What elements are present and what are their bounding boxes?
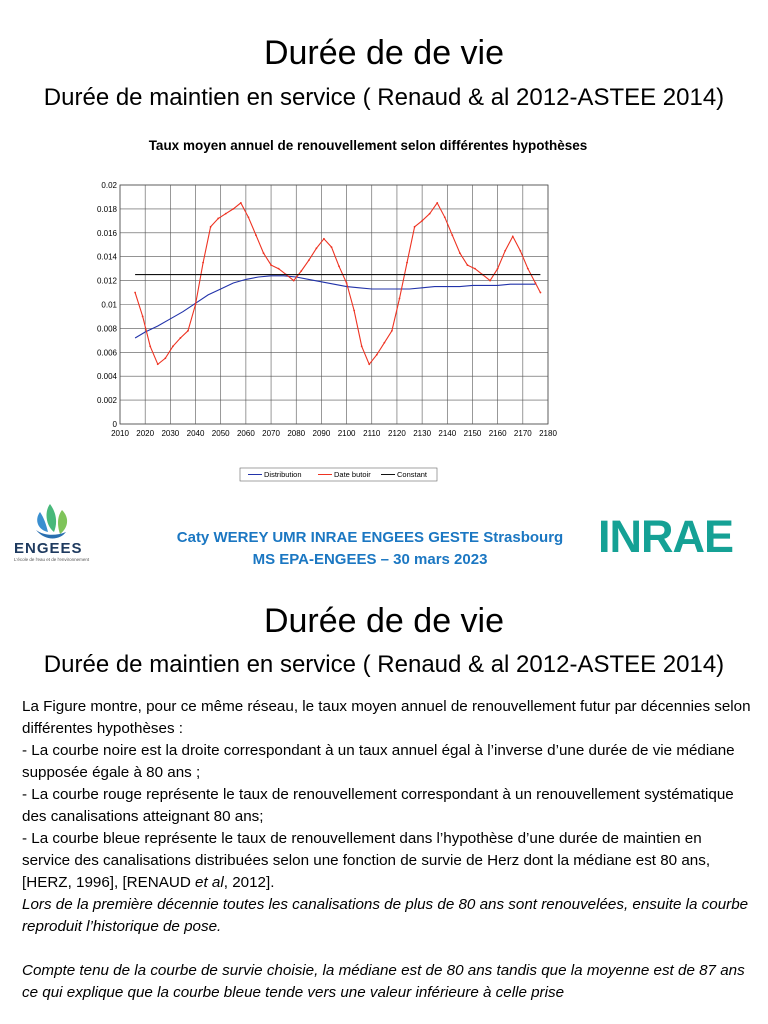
series-date-butoir-point [451, 234, 453, 236]
series-date-butoir-point [300, 270, 302, 272]
y-tick-label: 0.02 [101, 181, 117, 190]
y-axis-ticks [97, 181, 118, 429]
gridlines [120, 185, 548, 424]
y-tick-label: 0.004 [96, 372, 117, 382]
y-tick-label: 0.002 [96, 396, 117, 406]
series-date-butoir-point [240, 202, 242, 204]
series-date-butoir-point [527, 268, 529, 270]
series-date-butoir-point [429, 213, 431, 215]
series-date-butoir-point [172, 345, 174, 347]
legend-label-date-butoir: Date butoir [334, 470, 371, 479]
legend-label-constant: Constant [397, 470, 428, 479]
renewal-rate-chart [0, 130, 768, 490]
footer-credits [150, 527, 590, 571]
legend-label-distribution: Distribution [264, 470, 302, 479]
series-date-butoir-point [368, 363, 370, 365]
x-tick-label: 2030 [161, 429, 180, 438]
series-date-butoir-point [338, 265, 340, 267]
series-date-butoir-point [270, 264, 272, 266]
series-date-butoir-point [535, 282, 537, 284]
series-date-butoir-point [331, 246, 333, 248]
series-date-butoir-point [497, 268, 499, 270]
paragraph-spacer [22, 938, 752, 960]
x-tick-label: 2120 [388, 429, 406, 438]
series-date-butoir-point [134, 292, 136, 294]
legend [240, 468, 437, 481]
series-date-butoir-point [467, 264, 469, 266]
x-tick-label: 2050 [211, 429, 230, 438]
engees-logo-text: ENGEES [14, 540, 83, 557]
x-tick-label: 2160 [488, 429, 507, 438]
y-tick-label: 0.01 [101, 300, 117, 310]
series-date-butoir-point [399, 298, 401, 300]
blue-curve-text-a: - La courbe bleue représente le taux de renouvellement dans l’hypothèse d’une durée de maintien en service des canalisations distribuées selon une fonction de survie de Herz dont la médiane est 80 ans,[HERZ, 1996], [RENAUD [22, 830, 711, 891]
series-date-butoir-point [210, 226, 212, 228]
y-tick-label: 0.006 [96, 348, 117, 358]
author-line: Caty WEREY UMR INRAE ENGEES GESTE Strasbourg [176, 529, 564, 546]
series-date-butoir-point [444, 216, 446, 218]
series-date-butoir-point [187, 330, 189, 332]
x-tick-label: 2070 [262, 429, 280, 438]
series-date-butoir-point [255, 234, 257, 236]
series-date-butoir-point [540, 292, 542, 294]
series-date-butoir-point [414, 226, 416, 228]
paragraph-red-curve: - La courbe rouge représente le taux de renouvellement correspondant à un renouvellement systématique des canalisations atteignant 80 ans; [22, 786, 734, 825]
series-date-butoir-point [376, 354, 378, 356]
series-date-butoir-point [180, 337, 182, 339]
x-tick-label: 2140 [438, 429, 457, 438]
y-tick-label: 0.014 [96, 252, 117, 262]
series-date-butoir-point [315, 247, 317, 249]
x-tick-label: 2010 [111, 429, 129, 438]
series-date-butoir-point [142, 316, 144, 318]
series-date-butoir-point [164, 357, 166, 359]
series-date-butoir-point [436, 202, 438, 204]
series-date-butoir-line [135, 203, 540, 364]
x-tick-label: 2110 [363, 429, 381, 438]
slide2-body [22, 696, 752, 1004]
series-date-butoir-point [323, 238, 325, 240]
y-tick-label: 0.008 [96, 324, 117, 334]
series-date-butoir-point [361, 345, 363, 347]
series-date-butoir-point [202, 262, 204, 264]
x-tick-label: 2020 [136, 429, 155, 438]
slide2-title: Durée de de vie [263, 602, 505, 640]
series-date-butoir-point [353, 310, 355, 312]
slide1-subtitle: Durée de maintien en service ( Renaud & al 2012-ASTEE 2014) [43, 84, 725, 111]
series-date-butoir-point [157, 363, 159, 365]
series-date-butoir-point [263, 252, 265, 254]
paragraph-first-decade: Lors de la première décennie toutes les canalisations de plus de 80 ans sont renouvelées, ensuite la courbe reproduit l’historique de pose. [22, 896, 749, 935]
series-date-butoir-point [149, 345, 151, 347]
series-date-butoir-point [504, 250, 506, 252]
series-date-butoir-point [278, 268, 280, 270]
blue-curve-et-al: et al [195, 874, 224, 891]
x-tick-label: 2130 [413, 429, 432, 438]
series-date-butoir-point [293, 280, 295, 282]
series-date-butoir-point [217, 218, 219, 220]
paragraph-intro: La Figure montre, pour ce même réseau, le taux moyen annuel de renouvellement futur par décennies selon différentes hypothèses : [22, 698, 751, 737]
x-tick-label: 2150 [463, 429, 482, 438]
x-tick-label: 2180 [539, 429, 557, 438]
series-date-butoir-point [346, 282, 348, 284]
series-date-butoir-point [459, 252, 461, 254]
y-tick-label: 0.016 [96, 228, 117, 238]
series-date-butoir-point [406, 262, 408, 264]
y-tick-label: 0.012 [96, 276, 117, 286]
paragraph-median-mean: Compte tenu de la courbe de survie choisie, la médiane est de 80 ans tandis que la moyenne est de 87 ans ce qui explique que la courbe bleue tende vers une valeur inférieure à celle prise [22, 962, 745, 1001]
slide2-subtitle: Durée de maintien en service ( Renaud & al 2012-ASTEE 2014) [43, 651, 725, 678]
chart-title: Taux moyen annuel de renouvellement selon différentes hypothèses [148, 138, 588, 153]
slide1-title: Durée de de vie [263, 34, 505, 72]
x-tick-label: 2100 [337, 429, 356, 438]
series-date-butoir-point [474, 268, 476, 270]
x-tick-label: 2040 [186, 429, 205, 438]
paragraph-blue-curve [22, 828, 752, 894]
x-tick-label: 2090 [312, 429, 331, 438]
series-date-butoir-point [308, 259, 310, 261]
engees-tagline: L'école de l'eau et de l'environnement [14, 557, 90, 562]
series-date-butoir-point [195, 304, 197, 306]
event-line: MS EPA-ENGEES – 30 mars 2023 [252, 551, 488, 568]
series-date-butoir-point [489, 280, 491, 282]
series-date-butoir-point [232, 208, 234, 210]
inrae-logo: INRAE [598, 511, 734, 562]
y-tick-label: 0 [112, 420, 117, 429]
y-tick-label: 0.018 [96, 204, 117, 214]
series-date-butoir-point [225, 213, 227, 215]
series-date-butoir-point [248, 216, 250, 218]
paragraph-black-curve: - La courbe noire est la droite correspondant à un taux annuel égal à l’inverse d’une durée de vie médiane supposée égale à 80 ans ; [22, 742, 735, 781]
series-date-butoir-point [421, 220, 423, 222]
x-axis-ticks [111, 429, 557, 438]
series-date-butoir-point [512, 235, 514, 237]
series-date-butoir-point [391, 330, 393, 332]
series-date-butoir-point [383, 342, 385, 344]
series-date-butoir-point [519, 250, 521, 252]
x-tick-label: 2170 [513, 429, 532, 438]
blue-curve-text-b: , 2012]. [223, 874, 275, 891]
x-tick-label: 2080 [287, 429, 306, 438]
x-tick-label: 2060 [236, 429, 255, 438]
